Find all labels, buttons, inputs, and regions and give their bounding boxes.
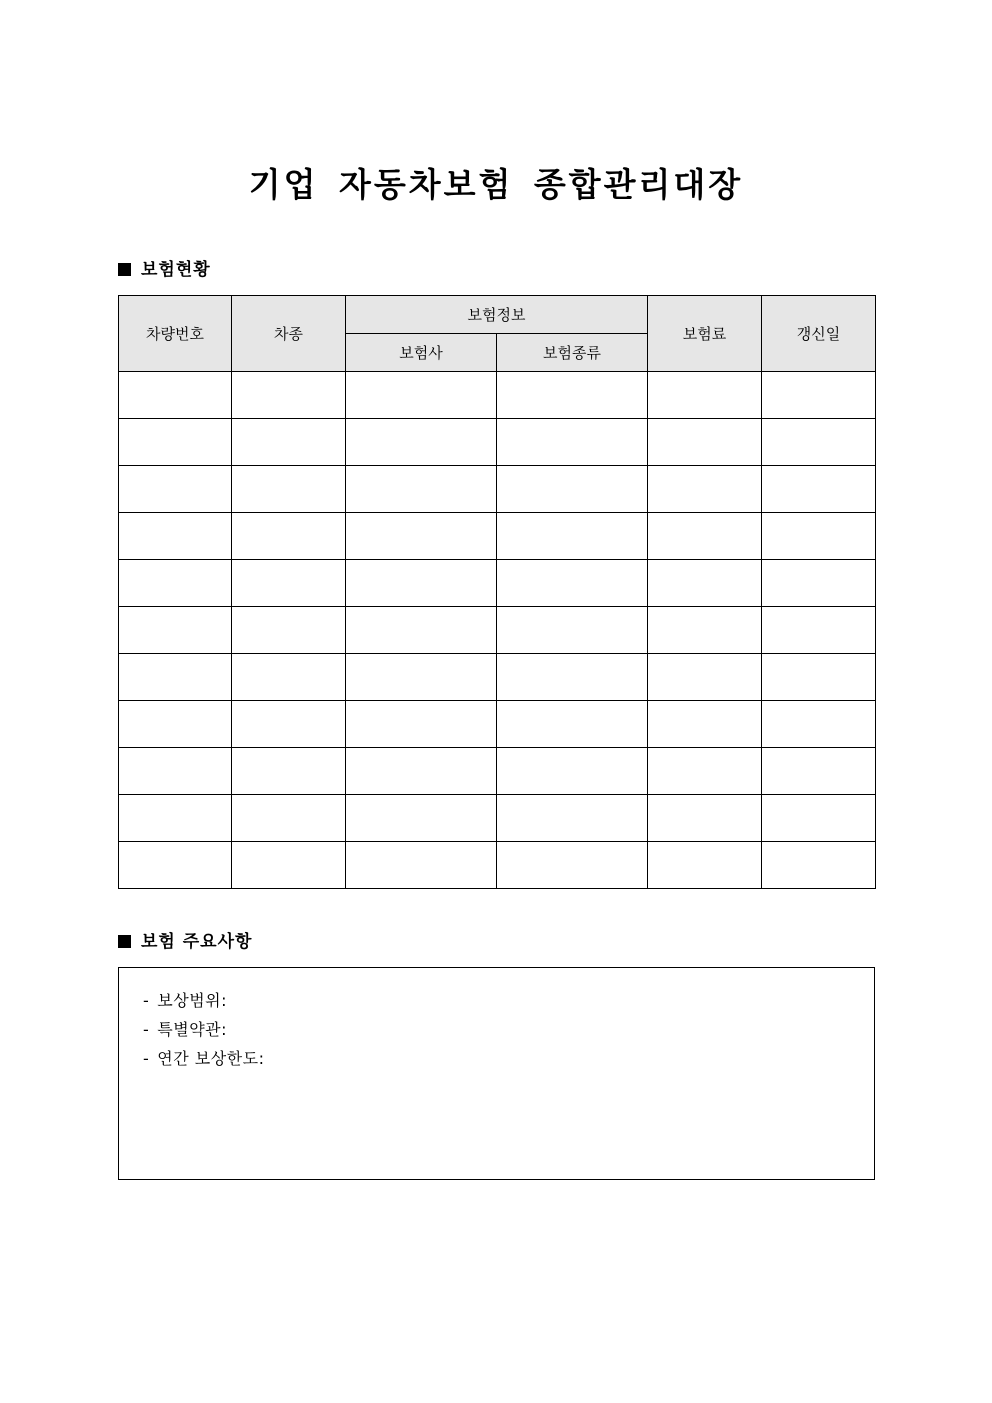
column-header-premium: 보험료 [648, 296, 762, 372]
table-cell[interactable] [119, 372, 232, 419]
table-row [119, 654, 876, 701]
table-header [119, 296, 876, 372]
table-cell[interactable] [346, 466, 497, 513]
table-cell[interactable] [119, 748, 232, 795]
table-body [119, 372, 876, 889]
table-cell[interactable] [119, 419, 232, 466]
table-cell[interactable] [346, 701, 497, 748]
table-row [119, 795, 876, 842]
note-label: 연간 보상한도: [157, 1049, 265, 1068]
table-cell[interactable] [648, 701, 762, 748]
table-cell[interactable] [648, 842, 762, 889]
table-cell[interactable] [762, 419, 876, 466]
table-row [119, 842, 876, 889]
table-cell[interactable] [497, 842, 648, 889]
table-cell[interactable] [648, 560, 762, 607]
key-notes-box [118, 967, 875, 1180]
table-row [119, 513, 876, 560]
column-header-vehicle-type: 차종 [232, 296, 346, 372]
table-cell[interactable] [232, 419, 346, 466]
table-cell[interactable] [497, 466, 648, 513]
note-item [143, 1044, 874, 1073]
table-cell[interactable] [762, 654, 876, 701]
table-cell[interactable] [119, 795, 232, 842]
table-cell[interactable] [648, 513, 762, 560]
table-cell[interactable] [346, 654, 497, 701]
table-cell[interactable] [762, 560, 876, 607]
table-cell[interactable] [762, 466, 876, 513]
table-cell[interactable] [119, 842, 232, 889]
note-item [143, 986, 874, 1015]
table-cell[interactable] [346, 513, 497, 560]
table-cell[interactable] [119, 701, 232, 748]
section-heading-insurance-status [118, 258, 211, 282]
table-row [119, 701, 876, 748]
table-cell[interactable] [762, 795, 876, 842]
table-row [119, 748, 876, 795]
square-bullet-icon [118, 263, 131, 276]
table-cell[interactable] [497, 701, 648, 748]
table-cell[interactable] [648, 419, 762, 466]
table-row [119, 419, 876, 466]
table-cell[interactable] [762, 842, 876, 889]
section-heading-label: 보험현황 [141, 260, 211, 280]
table-cell[interactable] [119, 560, 232, 607]
section-heading-key-notes [118, 930, 252, 954]
table-cell[interactable] [119, 607, 232, 654]
dash-bullet: - [143, 1020, 150, 1039]
column-header-vehicle-number: 차량번호 [119, 296, 232, 372]
table-cell[interactable] [648, 607, 762, 654]
table-cell[interactable] [232, 466, 346, 513]
table-cell[interactable] [648, 795, 762, 842]
table-cell[interactable] [346, 748, 497, 795]
column-header-renewal-date: 갱신일 [762, 296, 876, 372]
table-cell[interactable] [497, 654, 648, 701]
section-heading-label: 보험 주요사항 [141, 932, 253, 952]
note-label: 보상범위: [157, 991, 227, 1010]
table-cell[interactable] [497, 419, 648, 466]
key-notes-list [119, 968, 874, 1073]
table-cell[interactable] [497, 560, 648, 607]
page-title: 기업 자동차보험 종합관리대장 [248, 165, 744, 204]
table-cell[interactable] [119, 466, 232, 513]
table-cell[interactable] [648, 748, 762, 795]
table-cell[interactable] [648, 654, 762, 701]
table-cell[interactable] [762, 513, 876, 560]
note-item [143, 1015, 874, 1044]
table-cell[interactable] [232, 842, 346, 889]
table-cell[interactable] [232, 372, 346, 419]
table-cell[interactable] [497, 748, 648, 795]
table-cell[interactable] [762, 748, 876, 795]
table-cell[interactable] [497, 607, 648, 654]
table-cell[interactable] [762, 701, 876, 748]
table-cell[interactable] [119, 654, 232, 701]
table-cell[interactable] [232, 701, 346, 748]
table-cell[interactable] [346, 372, 497, 419]
note-label: 특별약관: [157, 1020, 227, 1039]
table-cell[interactable] [762, 607, 876, 654]
table-cell[interactable] [648, 372, 762, 419]
table-cell[interactable] [232, 795, 346, 842]
table-cell[interactable] [232, 607, 346, 654]
insurance-status-table [118, 295, 876, 889]
column-header-insurer: 보험사 [346, 334, 497, 372]
table-cell[interactable] [497, 795, 648, 842]
header-row-top [119, 296, 876, 334]
dash-bullet: - [143, 991, 150, 1010]
table-row [119, 607, 876, 654]
table-cell[interactable] [346, 795, 497, 842]
table-row [119, 466, 876, 513]
table-cell[interactable] [762, 372, 876, 419]
table-cell[interactable] [119, 513, 232, 560]
table-row [119, 560, 876, 607]
table-row [119, 372, 876, 419]
table-cell[interactable] [346, 560, 497, 607]
square-bullet-icon [118, 935, 131, 948]
column-header-insurance-type: 보험종류 [497, 334, 648, 372]
table-cell[interactable] [232, 560, 346, 607]
table-cell[interactable] [497, 513, 648, 560]
table-cell[interactable] [232, 513, 346, 560]
table-cell[interactable] [232, 654, 346, 701]
table-cell[interactable] [346, 842, 497, 889]
dash-bullet: - [143, 1049, 150, 1068]
table-cell[interactable] [497, 372, 648, 419]
table-cell[interactable] [346, 607, 497, 654]
table-cell[interactable] [648, 466, 762, 513]
column-header-insurance-info: 보험정보 [346, 296, 648, 334]
table-cell[interactable] [346, 419, 497, 466]
table-cell[interactable] [232, 748, 346, 795]
